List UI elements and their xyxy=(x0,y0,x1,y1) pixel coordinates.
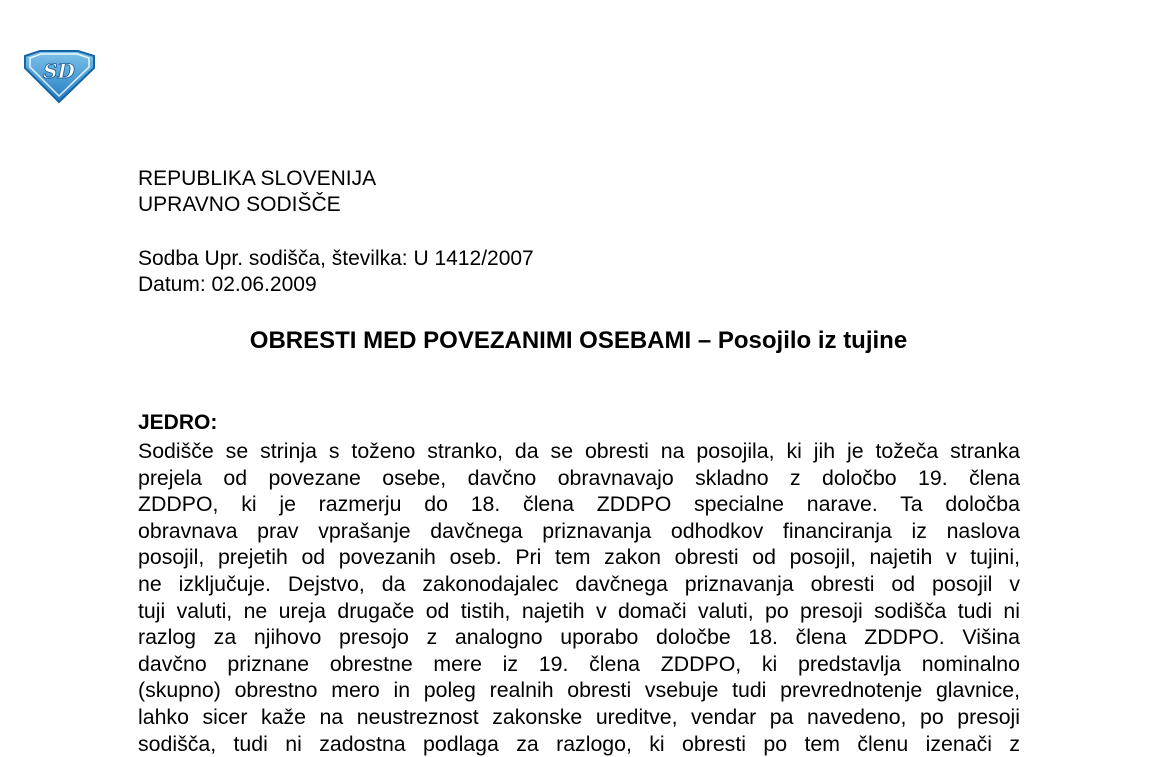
paragraph-line: Sodišče se strinja s toženo stranko, da se obresti na posojila, ki jih je tožeča stranka xyxy=(138,439,1020,463)
jedro-heading: JEDRO: xyxy=(138,411,218,434)
jedro-paragraph xyxy=(138,438,1020,757)
paragraph-line: (skupno) obrestno mero in poleg realnih obresti vsebuje tudi prevrednotenje glavnice, xyxy=(138,678,1020,703)
paragraph-line: tuji valuti, ne ureja drugače od tistih, najetih v domači valuti, po presoji sodišča tudi ni xyxy=(138,598,1020,623)
paragraph-line: lahko sicer kaže na neustreznost zakonske ureditve, vendar pa navedeno, po presoji xyxy=(138,704,1020,729)
paragraph-line: ne izključuje. Dejstvo, da zakonodajalec davčnega priznavanja obresti od posojil v xyxy=(138,571,1020,596)
decision-date: Datum: 02.06.2009 xyxy=(138,273,317,296)
paragraph-line: ZDDPO, ki je razmerju do 18. člena ZDDPO specialne narave. Ta določba xyxy=(138,492,1020,517)
republic-heading: REPUBLIKA SLOVENIJA xyxy=(138,167,377,190)
paragraph-line: prejela od povezane osebe, davčno obravnavajo skladno z določbo 19. člena xyxy=(138,465,1020,490)
paragraph-line: posojil, prejetih od povezanih oseb. Pri tem zakon obresti od posojil, najetih v tujini, xyxy=(138,545,1020,570)
document-title: OBRESTI MED POVEZANIMI OSEBAMI – Posojilo iz tujine xyxy=(249,327,908,354)
paragraph-line: razlog za njihovo presojo z analogno uporabo določbe 18. člena ZDDPO. Višina xyxy=(138,625,1020,650)
court-seal-logo-icon xyxy=(22,48,96,104)
court-name: UPRAVNO SODIŠČE xyxy=(138,193,341,216)
case-number: Sodba Upr. sodišča, številka: U 1412/2007 xyxy=(138,247,534,270)
logo-lettering: SD xyxy=(43,59,75,83)
paragraph-line: obravnava prav vprašanje davčnega priznavanja odhodkov financiranja iz naslova xyxy=(138,518,1020,543)
paragraph-line: sodišča, tudi ni zadostna podlaga za razlogo, ki obresti po tem členu izenači z xyxy=(138,731,1020,756)
paragraph-line: davčno priznane obrestne mere iz 19. člena ZDDPO, ki predstavlja nominalno xyxy=(138,651,1020,676)
